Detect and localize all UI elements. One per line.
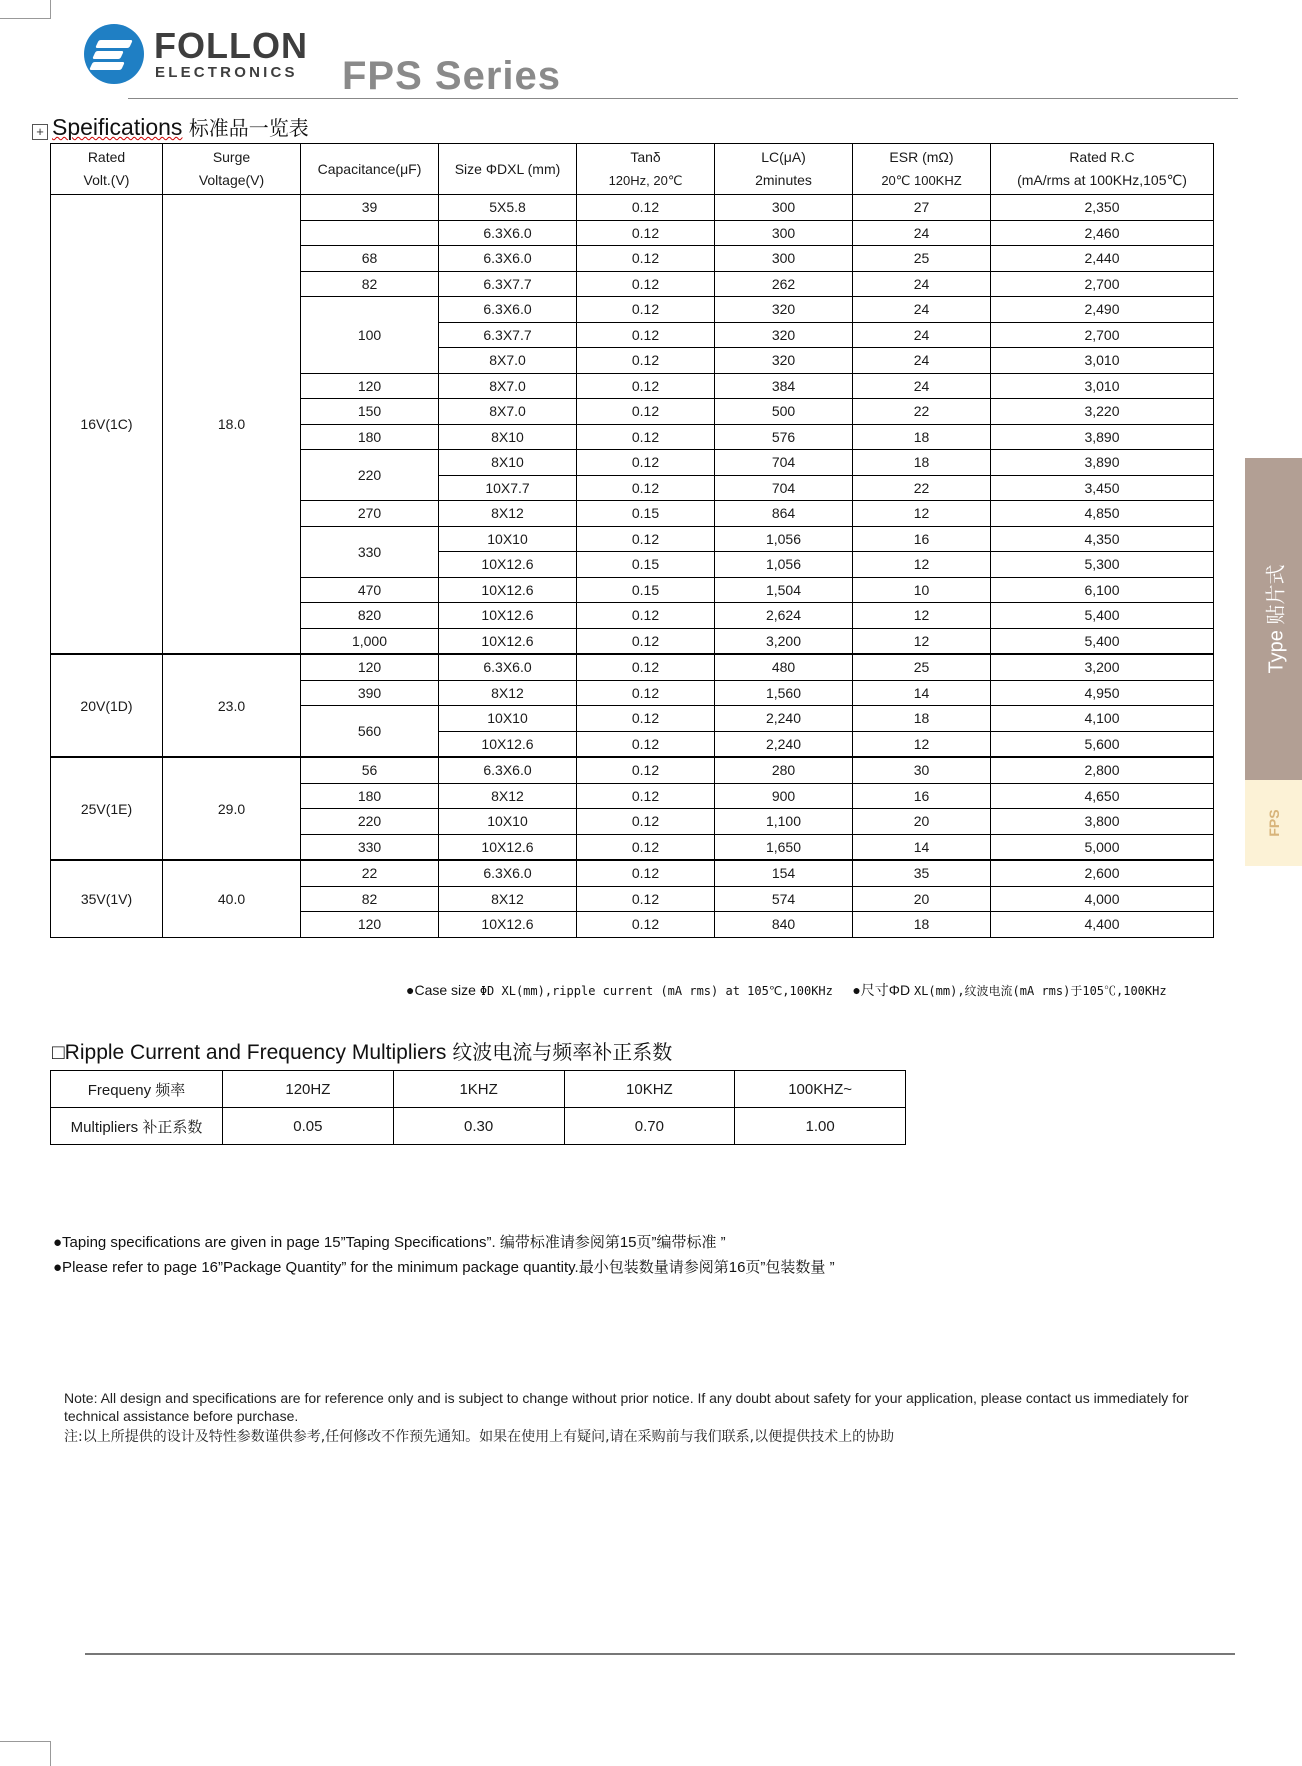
ripple-current-cell: 4,650 bbox=[991, 783, 1214, 809]
leakage-current-cell: 500 bbox=[715, 399, 853, 425]
ripple-current-cell: 3,890 bbox=[991, 424, 1214, 450]
case-note-en-label: ●Case size bbox=[406, 982, 476, 998]
capacitance-cell: 120 bbox=[301, 912, 439, 938]
capacitance-cell: 1,000 bbox=[301, 628, 439, 654]
tan-delta-cell: 0.12 bbox=[577, 809, 715, 835]
surge-voltage-cell: 23.0 bbox=[163, 654, 301, 757]
tan-delta-cell: 0.12 bbox=[577, 297, 715, 323]
ripple-current-cell: 2,440 bbox=[991, 246, 1214, 272]
ripple-current-cell: 2,350 bbox=[991, 195, 1214, 221]
size-cell: 6.3X7.7 bbox=[439, 322, 577, 348]
leakage-current-cell: 2,240 bbox=[715, 731, 853, 757]
header-divider bbox=[128, 98, 1238, 99]
company-logo bbox=[84, 24, 308, 90]
leakage-current-cell: 300 bbox=[715, 246, 853, 272]
esr-cell: 10 bbox=[853, 577, 991, 603]
ripple-current-cell: 2,600 bbox=[991, 860, 1214, 886]
leakage-current-cell: 1,056 bbox=[715, 526, 853, 552]
size-cell: 10X12.6 bbox=[439, 603, 577, 629]
size-cell: 8X12 bbox=[439, 886, 577, 912]
ripple-current-cell: 3,200 bbox=[991, 654, 1214, 680]
spec-col-header bbox=[301, 144, 439, 195]
esr-cell: 18 bbox=[853, 424, 991, 450]
ripple-current-cell: 4,400 bbox=[991, 912, 1214, 938]
tan-delta-cell: 0.15 bbox=[577, 501, 715, 527]
ripple-current-cell: 3,450 bbox=[991, 475, 1214, 501]
size-cell: 6.3X6.0 bbox=[439, 220, 577, 246]
tan-delta-cell: 0.12 bbox=[577, 603, 715, 629]
leakage-current-cell: 1,504 bbox=[715, 577, 853, 603]
leakage-current-cell: 3,200 bbox=[715, 628, 853, 654]
leakage-current-cell: 2,240 bbox=[715, 706, 853, 732]
crop-mark-bottom-left bbox=[0, 1741, 51, 1766]
esr-cell: 20 bbox=[853, 809, 991, 835]
size-cell: 10X10 bbox=[439, 526, 577, 552]
spec-col-header-line2: 2minutes bbox=[755, 172, 812, 188]
spec-col-header-line1: Surge bbox=[212, 149, 251, 165]
esr-cell: 24 bbox=[853, 220, 991, 246]
size-cell: 6.3X6.0 bbox=[439, 297, 577, 323]
leakage-current-cell: 1,650 bbox=[715, 834, 853, 860]
esr-cell: 25 bbox=[853, 654, 991, 680]
esr-cell: 35 bbox=[853, 860, 991, 886]
capacitance-cell: 82 bbox=[301, 886, 439, 912]
tan-delta-cell: 0.12 bbox=[577, 348, 715, 374]
rated-volt-cell: 20V(1D) bbox=[51, 654, 163, 757]
tan-delta-cell: 0.12 bbox=[577, 246, 715, 272]
footer-divider bbox=[85, 1653, 1235, 1655]
leakage-current-cell: 864 bbox=[715, 501, 853, 527]
rated-volt-cell: 35V(1V) bbox=[51, 860, 163, 937]
ripple-current-cell: 2,460 bbox=[991, 220, 1214, 246]
capacitance-cell: 330 bbox=[301, 834, 439, 860]
esr-cell: 24 bbox=[853, 373, 991, 399]
multiplier-table bbox=[50, 1070, 906, 1145]
tan-delta-cell: 0.12 bbox=[577, 220, 715, 246]
size-cell: 8X7.0 bbox=[439, 348, 577, 374]
capacitance-cell: 82 bbox=[301, 271, 439, 297]
spec-col-header bbox=[853, 144, 991, 195]
taping-note: ●Taping specifications are given in page 15”Taping Specifications”. 编带标准请参阅第15页”编带标准 ” bbox=[53, 1234, 726, 1251]
capacitance-cell: 56 bbox=[301, 757, 439, 783]
size-cell: 6.3X6.0 bbox=[439, 757, 577, 783]
multiplier-cell: 1.00 bbox=[735, 1108, 906, 1145]
leakage-current-cell: 320 bbox=[715, 297, 853, 323]
tan-delta-cell: 0.12 bbox=[577, 399, 715, 425]
ripple-current-cell: 4,850 bbox=[991, 501, 1214, 527]
ripple-current-cell: 3,800 bbox=[991, 809, 1214, 835]
capacitance-cell: 68 bbox=[301, 246, 439, 272]
multiplier-row bbox=[51, 1108, 906, 1145]
leakage-current-cell: 384 bbox=[715, 373, 853, 399]
size-cell: 10X12.6 bbox=[439, 834, 577, 860]
esr-cell: 22 bbox=[853, 399, 991, 425]
ripple-current-cell: 5,400 bbox=[991, 628, 1214, 654]
frequency-row bbox=[51, 1071, 906, 1108]
size-cell: 6.3X6.0 bbox=[439, 246, 577, 272]
spec-table-row bbox=[51, 654, 1214, 680]
side-tab-type-label: Type 贴片式 bbox=[1265, 564, 1287, 674]
esr-cell: 27 bbox=[853, 195, 991, 221]
tan-delta-cell: 0.12 bbox=[577, 680, 715, 706]
capacitance-cell: 22 bbox=[301, 860, 439, 886]
surge-voltage-cell: 40.0 bbox=[163, 860, 301, 937]
crop-mark-top-left bbox=[0, 0, 51, 19]
size-cell: 10X12.6 bbox=[439, 552, 577, 578]
leakage-current-cell: 280 bbox=[715, 757, 853, 783]
size-cell: 10X10 bbox=[439, 706, 577, 732]
size-cell: 6.3X6.0 bbox=[439, 654, 577, 680]
leakage-current-cell: 1,100 bbox=[715, 809, 853, 835]
capacitance-cell: 100 bbox=[301, 297, 439, 374]
esr-cell: 12 bbox=[853, 603, 991, 629]
spec-col-header-line1: Capacitance(μF) bbox=[317, 160, 422, 177]
capacitance-cell: 560 bbox=[301, 706, 439, 758]
capacitance-cell: 39 bbox=[301, 195, 439, 221]
ripple-current-cell: 5,300 bbox=[991, 552, 1214, 578]
esr-cell: 16 bbox=[853, 783, 991, 809]
ripple-current-cell: 2,490 bbox=[991, 297, 1214, 323]
capacitance-cell: 820 bbox=[301, 603, 439, 629]
ripple-title-en: □Ripple Current and Frequency Multipliers bbox=[52, 1041, 447, 1064]
spec-col-header bbox=[991, 144, 1214, 195]
tan-delta-cell: 0.12 bbox=[577, 834, 715, 860]
leakage-current-cell: 320 bbox=[715, 348, 853, 374]
package-note: ●Please refer to page 16”Package Quantity” for the minimum package quantity.最小包装数量请参阅第16页”包装数量 ” bbox=[53, 1259, 835, 1276]
size-cell: 8X10 bbox=[439, 450, 577, 476]
logo-icon bbox=[84, 24, 144, 84]
esr-cell: 24 bbox=[853, 348, 991, 374]
spec-col-header-line1: Tanδ bbox=[630, 149, 661, 165]
multiplier-cell: 0.30 bbox=[393, 1108, 564, 1145]
capacitance-cell: 330 bbox=[301, 526, 439, 577]
ripple-current-cell: 3,010 bbox=[991, 348, 1214, 374]
esr-cell: 30 bbox=[853, 757, 991, 783]
multiplier-row-label: Multipliers 补正系数 bbox=[51, 1108, 223, 1145]
disclaimer-en: Note: All design and specifications are for reference only and is subject to change without prior notice. If any doubt about safety for your application, please contact us immediately for technical assistance before purchase. bbox=[64, 1390, 1189, 1424]
leakage-current-cell: 840 bbox=[715, 912, 853, 938]
capacitance-cell: 120 bbox=[301, 373, 439, 399]
capacitance-cell: 390 bbox=[301, 680, 439, 706]
esr-cell: 12 bbox=[853, 628, 991, 654]
size-cell: 8X10 bbox=[439, 424, 577, 450]
spec-col-header bbox=[51, 144, 163, 195]
rated-volt-cell: 16V(1C) bbox=[51, 195, 163, 655]
capacitance-cell: 220 bbox=[301, 450, 439, 501]
esr-cell: 18 bbox=[853, 450, 991, 476]
spec-table-row bbox=[51, 860, 1214, 886]
ripple-current-cell: 2,700 bbox=[991, 322, 1214, 348]
capacitance-cell: 180 bbox=[301, 424, 439, 450]
leakage-current-cell: 704 bbox=[715, 475, 853, 501]
size-cell: 10X7.7 bbox=[439, 475, 577, 501]
multiplier-cell: 120HZ bbox=[223, 1071, 394, 1108]
ripple-current-cell: 3,890 bbox=[991, 450, 1214, 476]
ripple-section-title bbox=[52, 1036, 672, 1065]
leakage-current-cell: 300 bbox=[715, 220, 853, 246]
spec-section-title bbox=[52, 112, 309, 141]
size-cell: 8X12 bbox=[439, 783, 577, 809]
size-cell: 10X12.6 bbox=[439, 731, 577, 757]
tan-delta-cell: 0.12 bbox=[577, 757, 715, 783]
size-cell: 5X5.8 bbox=[439, 195, 577, 221]
ripple-current-cell: 4,950 bbox=[991, 680, 1214, 706]
capacitance-cell: 120 bbox=[301, 654, 439, 680]
tan-delta-cell: 0.15 bbox=[577, 552, 715, 578]
logo-sub-text: ELECTRONICS bbox=[155, 64, 298, 81]
capacitance-cell: 180 bbox=[301, 783, 439, 809]
size-cell: 10X12.6 bbox=[439, 912, 577, 938]
spec-table bbox=[50, 143, 1214, 938]
size-cell: 10X12.6 bbox=[439, 577, 577, 603]
case-note-zh-text: XL(mm),纹波电流(mA rms)于105℃,100KHz bbox=[913, 984, 1167, 998]
leakage-current-cell: 574 bbox=[715, 886, 853, 912]
spec-col-header bbox=[715, 144, 853, 195]
leakage-current-cell: 576 bbox=[715, 424, 853, 450]
ripple-current-cell: 2,700 bbox=[991, 271, 1214, 297]
leakage-current-cell: 262 bbox=[715, 271, 853, 297]
esr-cell: 14 bbox=[853, 680, 991, 706]
side-tab-type[interactable] bbox=[1245, 458, 1302, 780]
spec-col-header-line1: Size ΦDXL (mm) bbox=[454, 160, 561, 177]
spec-col-header-line1: LC(μA) bbox=[761, 149, 806, 165]
ripple-current-cell: 5,400 bbox=[991, 603, 1214, 629]
spec-title-zh: 标准品一览表 bbox=[188, 116, 309, 140]
size-cell: 10X12.6 bbox=[439, 628, 577, 654]
ripple-current-cell: 3,220 bbox=[991, 399, 1214, 425]
multiplier-row-label: Frequeny 频率 bbox=[51, 1071, 223, 1108]
size-cell: 10X10 bbox=[439, 809, 577, 835]
spec-table-header-row bbox=[51, 144, 1214, 195]
esr-cell: 20 bbox=[853, 886, 991, 912]
multiplier-cell: 0.05 bbox=[223, 1108, 394, 1145]
leakage-current-cell: 1,056 bbox=[715, 552, 853, 578]
capacitance-cell: 150 bbox=[301, 399, 439, 425]
disclaimer-zh: 注:以上所提供的设计及特性参数谨供参考,任何修改不作预先通知。如果在使用上有疑问,请在采购前与我们联系,以便提供技术上的协助 bbox=[64, 1429, 895, 1445]
rated-volt-cell: 25V(1E) bbox=[51, 757, 163, 860]
ripple-current-cell: 5,600 bbox=[991, 731, 1214, 757]
spec-table-body bbox=[51, 195, 1214, 938]
capacitance-cell: 470 bbox=[301, 577, 439, 603]
esr-cell: 14 bbox=[853, 834, 991, 860]
case-note-en-text: ΦD XL(mm),ripple current (mA rms) at 105℃,100KHz bbox=[479, 984, 833, 998]
surge-voltage-cell: 29.0 bbox=[163, 757, 301, 860]
multiplier-cell: 100KHZ~ bbox=[735, 1071, 906, 1108]
esr-cell: 12 bbox=[853, 501, 991, 527]
ripple-current-cell: 2,800 bbox=[991, 757, 1214, 783]
table-move-handle-icon[interactable]: + bbox=[32, 124, 48, 140]
tan-delta-cell: 0.12 bbox=[577, 195, 715, 221]
esr-cell: 12 bbox=[853, 731, 991, 757]
tan-delta-cell: 0.12 bbox=[577, 526, 715, 552]
tan-delta-cell: 0.12 bbox=[577, 912, 715, 938]
ripple-current-cell: 4,350 bbox=[991, 526, 1214, 552]
leakage-current-cell: 900 bbox=[715, 783, 853, 809]
tan-delta-cell: 0.12 bbox=[577, 373, 715, 399]
leakage-current-cell: 320 bbox=[715, 322, 853, 348]
surge-voltage-cell: 18.0 bbox=[163, 195, 301, 655]
ripple-current-cell: 5,000 bbox=[991, 834, 1214, 860]
ripple-current-cell: 4,000 bbox=[991, 886, 1214, 912]
side-tab-fps[interactable] bbox=[1245, 780, 1302, 866]
tan-delta-cell: 0.12 bbox=[577, 271, 715, 297]
esr-cell: 24 bbox=[853, 322, 991, 348]
esr-cell: 16 bbox=[853, 526, 991, 552]
esr-cell: 24 bbox=[853, 297, 991, 323]
multiplier-cell: 1KHZ bbox=[393, 1071, 564, 1108]
multiplier-cell: 10KHZ bbox=[564, 1071, 735, 1108]
spec-col-header-line2: (mA/rms at 100KHz,105℃) bbox=[1017, 172, 1187, 188]
series-title: FPS Series bbox=[342, 54, 562, 98]
spec-col-header-line1: ESR (mΩ) bbox=[889, 149, 954, 165]
side-tab-fps-label: FPS bbox=[1265, 809, 1282, 837]
tan-delta-cell: 0.15 bbox=[577, 577, 715, 603]
leakage-current-cell: 154 bbox=[715, 860, 853, 886]
tan-delta-cell: 0.12 bbox=[577, 424, 715, 450]
spec-col-header-line1: Rated bbox=[87, 149, 126, 165]
leakage-current-cell: 1,560 bbox=[715, 680, 853, 706]
spec-col-header-line1: Rated R.C bbox=[1069, 149, 1135, 165]
ripple-current-cell: 3,010 bbox=[991, 373, 1214, 399]
tan-delta-cell: 0.12 bbox=[577, 783, 715, 809]
spec-col-header bbox=[439, 144, 577, 195]
tan-delta-cell: 0.12 bbox=[577, 731, 715, 757]
capacitance-cell bbox=[301, 220, 439, 246]
ripple-current-cell: 4,100 bbox=[991, 706, 1214, 732]
capacitance-cell: 220 bbox=[301, 809, 439, 835]
esr-cell: 12 bbox=[853, 552, 991, 578]
capacitance-cell: 270 bbox=[301, 501, 439, 527]
spec-col-header-line2: Volt.(V) bbox=[83, 172, 130, 188]
esr-cell: 24 bbox=[853, 271, 991, 297]
tan-delta-cell: 0.12 bbox=[577, 628, 715, 654]
tan-delta-cell: 0.12 bbox=[577, 475, 715, 501]
esr-cell: 18 bbox=[853, 912, 991, 938]
tan-delta-cell: 0.12 bbox=[577, 886, 715, 912]
leakage-current-cell: 2,624 bbox=[715, 603, 853, 629]
ripple-current-cell: 6,100 bbox=[991, 577, 1214, 603]
tan-delta-cell: 0.12 bbox=[577, 450, 715, 476]
multiplier-cell: 0.70 bbox=[564, 1108, 735, 1145]
size-cell: 6.3X7.7 bbox=[439, 271, 577, 297]
spec-col-header bbox=[577, 144, 715, 195]
logo-brand-text: FOLLON bbox=[154, 25, 308, 66]
esr-cell: 18 bbox=[853, 706, 991, 732]
esr-cell: 25 bbox=[853, 246, 991, 272]
size-cell: 8X7.0 bbox=[439, 399, 577, 425]
tan-delta-cell: 0.12 bbox=[577, 706, 715, 732]
leakage-current-cell: 704 bbox=[715, 450, 853, 476]
leakage-current-cell: 300 bbox=[715, 195, 853, 221]
spec-col-header bbox=[163, 144, 301, 195]
esr-cell: 22 bbox=[853, 475, 991, 501]
tan-delta-cell: 0.12 bbox=[577, 322, 715, 348]
size-cell: 8X12 bbox=[439, 680, 577, 706]
spec-table-row bbox=[51, 757, 1214, 783]
spec-title-en: Speifications bbox=[52, 114, 183, 140]
case-size-note bbox=[406, 980, 1167, 1000]
tan-delta-cell: 0.12 bbox=[577, 860, 715, 886]
spec-col-header-line2: 20℃ 100KHZ bbox=[881, 173, 962, 188]
size-cell: 8X12 bbox=[439, 501, 577, 527]
size-cell: 8X7.0 bbox=[439, 373, 577, 399]
spec-table-row bbox=[51, 195, 1214, 221]
size-cell: 6.3X6.0 bbox=[439, 860, 577, 886]
leakage-current-cell: 480 bbox=[715, 654, 853, 680]
case-note-zh-label: ●尺寸ΦD bbox=[852, 982, 911, 998]
spec-col-header-line2: 120Hz, 20℃ bbox=[608, 173, 683, 188]
tan-delta-cell: 0.12 bbox=[577, 654, 715, 680]
spec-col-header-line2: Voltage(V) bbox=[198, 172, 265, 188]
ripple-title-zh: 纹波电流与频率补正系数 bbox=[452, 1040, 673, 1064]
